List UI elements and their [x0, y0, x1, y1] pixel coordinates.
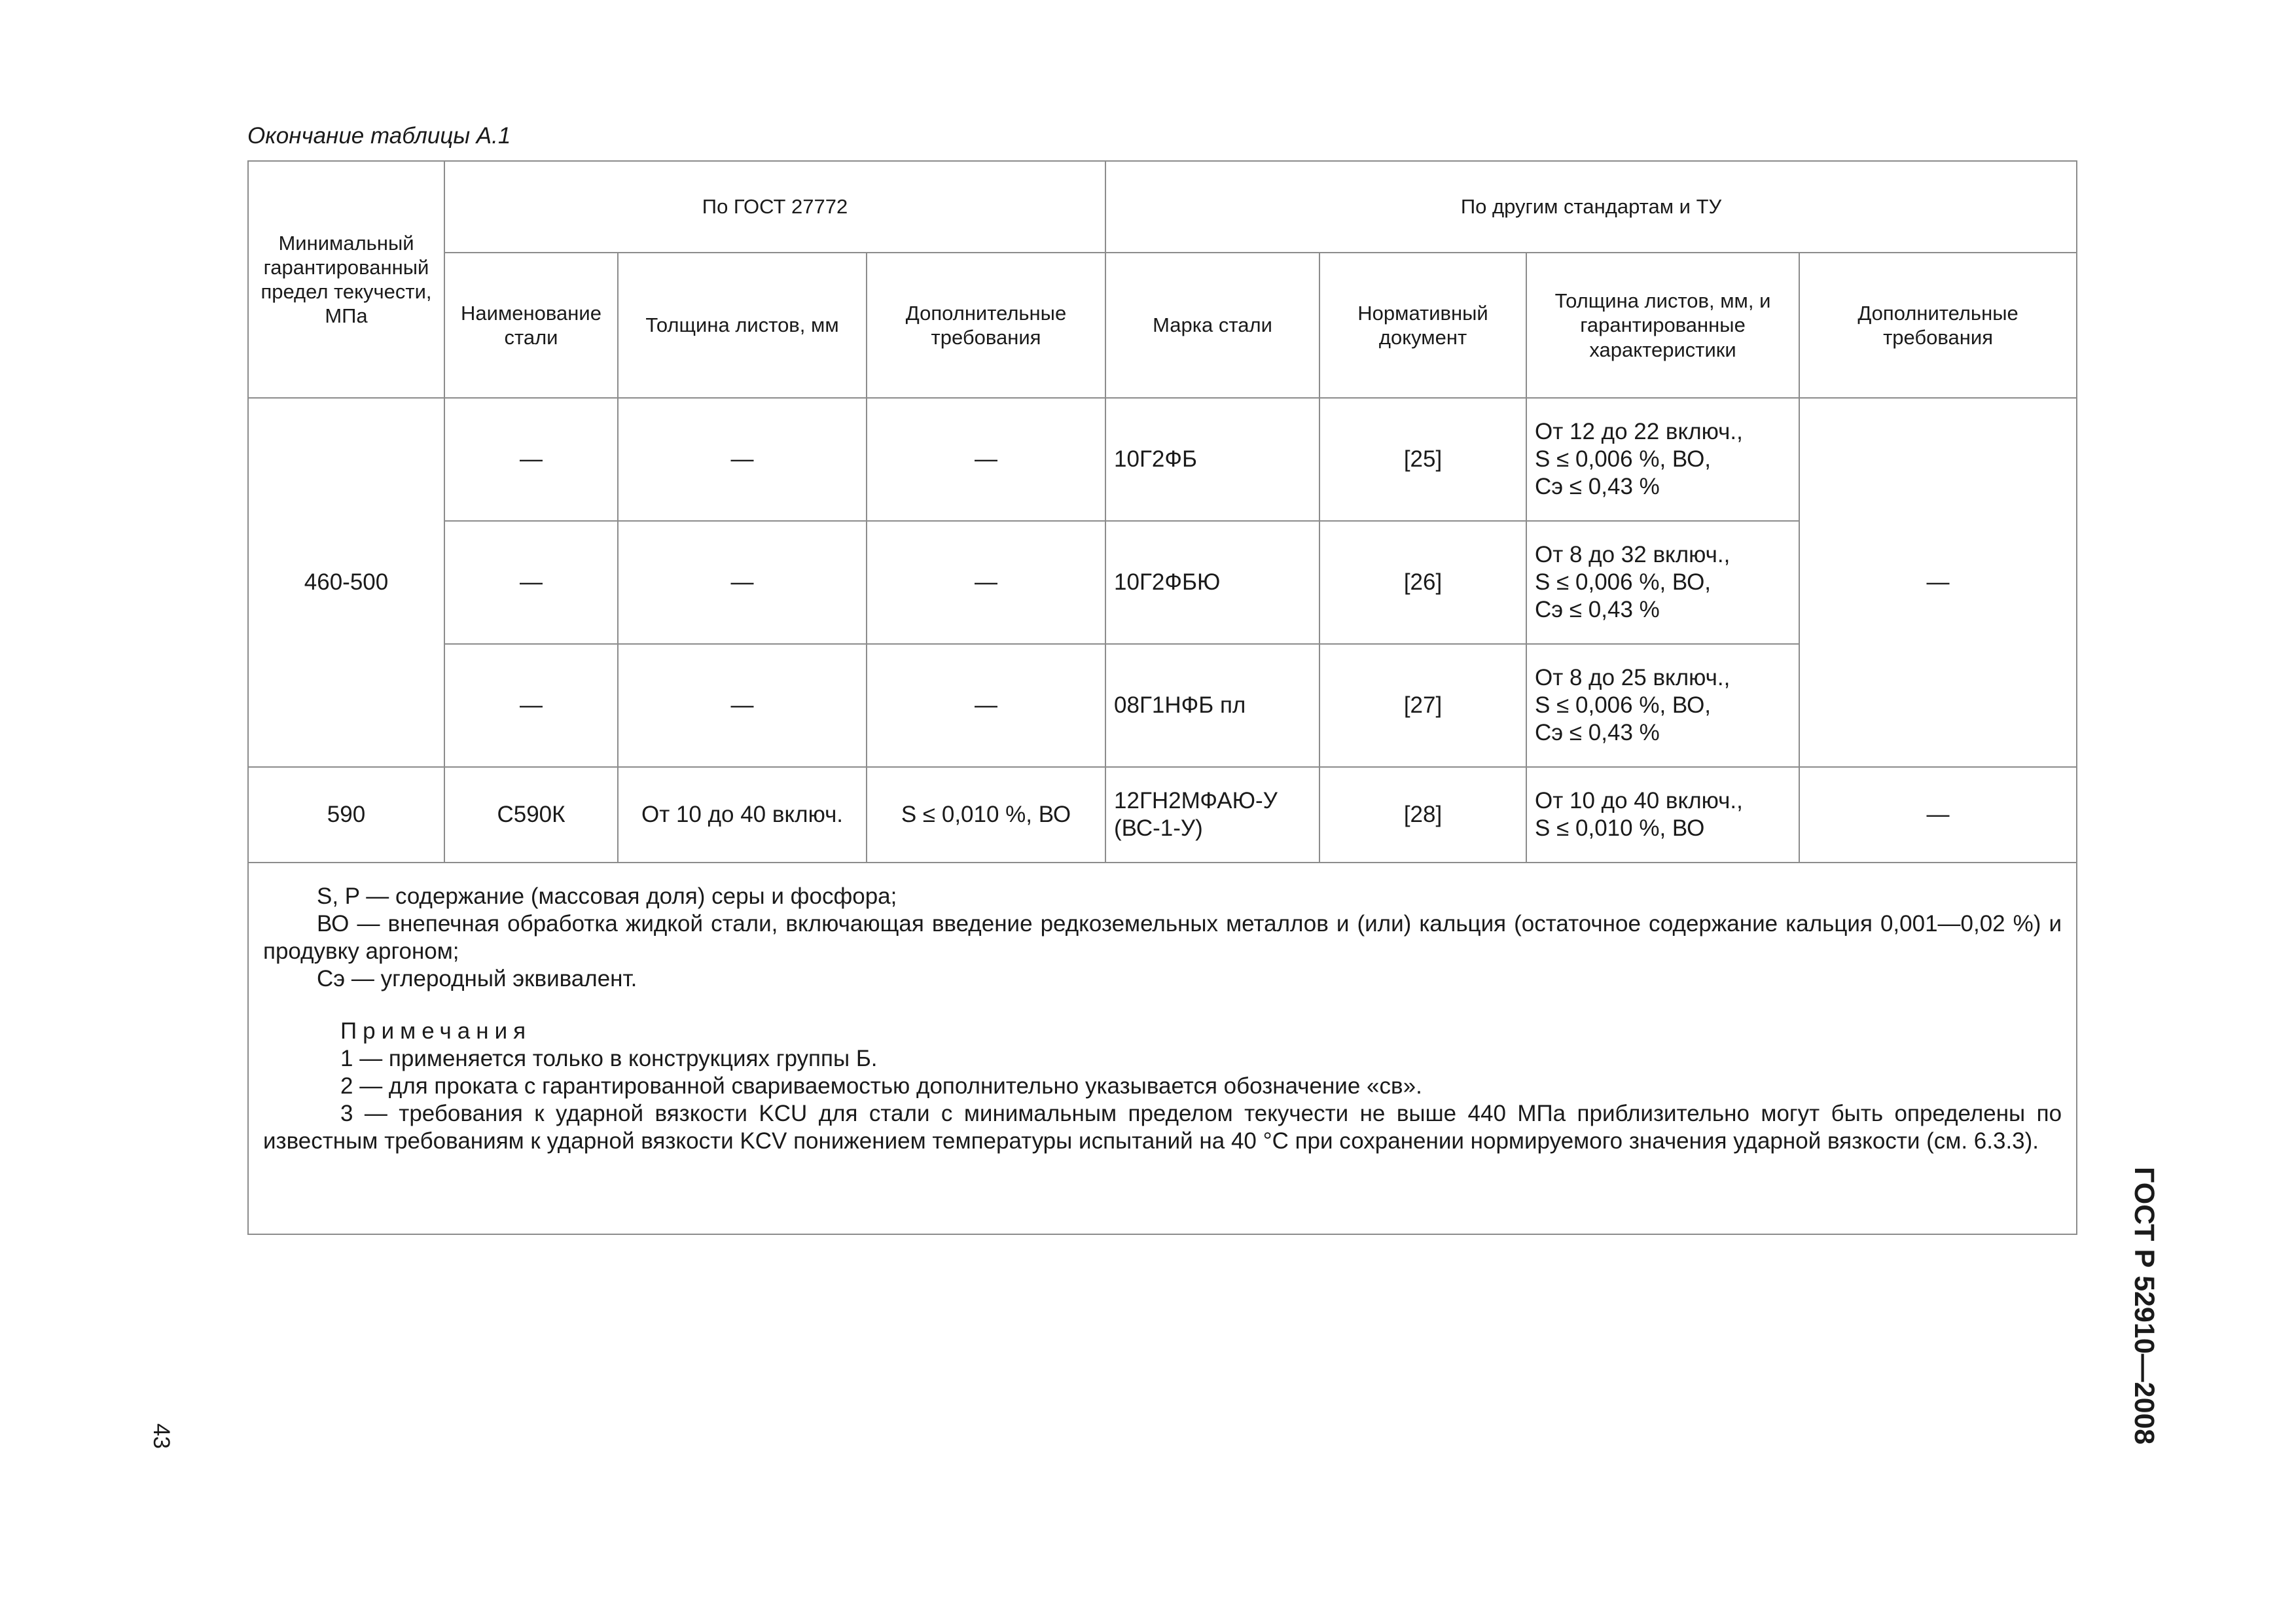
cell-req: — [867, 644, 1105, 767]
steel-table [247, 160, 2077, 1235]
header-additional-req: Дополнительные требования [867, 253, 1105, 398]
table-row [248, 767, 2077, 863]
header-thickness-char: Толщина листов, мм, и гарантированные характеристики [1526, 253, 1799, 398]
page-number: 43 [149, 1423, 174, 1449]
char-line: Cэ ≤ 0,43 % [1535, 720, 1660, 745]
header-additional-req-2: Дополнительные требования [1799, 253, 2077, 398]
cell-doc: [27] [1319, 644, 1526, 767]
cell-name: — [444, 644, 618, 767]
legend-line: Cэ — углеродный эквивалент. [317, 966, 637, 991]
cell-thickness: — [618, 644, 867, 767]
char-line: S ≤ 0,006 %, ВО, [1535, 569, 1712, 595]
cell-grade: 10Г2ФБЮ [1105, 521, 1319, 644]
cell-doc: [28] [1319, 767, 1526, 863]
cell-grade: 10Г2ФБ [1105, 398, 1319, 521]
cell-name: — [444, 398, 618, 521]
grade-line: (ВС-1-У) [1114, 815, 1203, 841]
cell-name: С590К [444, 767, 618, 863]
char-line: От 8 до 25 включ., [1535, 665, 1731, 690]
legend-line: ВО — внепечная обработка жидкой стали, включающая введение редкоземельных металлов и (или) кальция (остаточное содержание кальция 0,001—0,02 %) и продувку аргоном; [263, 911, 2062, 964]
char-line: S ≤ 0,006 %, ВО, [1535, 446, 1712, 472]
header-gost-group: По ГОСТ 27772 [444, 161, 1105, 253]
notes-cell [248, 863, 2077, 1234]
char-line: От 10 до 40 включ., [1535, 788, 1743, 813]
cell-req: — [867, 521, 1105, 644]
char-line: Cэ ≤ 0,43 % [1535, 597, 1660, 622]
cell-grade [1105, 767, 1319, 863]
notes-title: Примечания [340, 1018, 532, 1044]
legend-line: S, P — содержание (массовая доля) серы и фосфора; [317, 883, 897, 909]
cell-req: S ≤ 0,010 %, ВО [867, 767, 1105, 863]
char-line: S ≤ 0,006 %, ВО, [1535, 692, 1712, 718]
grade-line: 12ГН2МФАЮ-У [1114, 788, 1278, 813]
cell-thickness: — [618, 521, 867, 644]
header-thickness: Толщина листов, мм [618, 253, 867, 398]
cell-yield: 590 [248, 767, 444, 863]
header-min-yield: Минимальный гарантированный предел текучести, МПа [248, 161, 444, 398]
table-caption: Окончание таблицы А.1 [247, 123, 511, 149]
header-other-group: По другим стандартам и ТУ [1105, 161, 2077, 253]
cell-char [1526, 398, 1799, 521]
header-steel-grade: Марка стали [1105, 253, 1319, 398]
note-item: 2 — для проката с гарантированной свариваемостью дополнительно указывается обозначение «св». [340, 1073, 1422, 1099]
header-steel-name: Наименование стали [444, 253, 618, 398]
cell-char [1526, 767, 1799, 863]
cell-char [1526, 644, 1799, 767]
cell-req2: — [1799, 398, 2077, 767]
cell-grade: 08Г1НФБ пл [1105, 644, 1319, 767]
char-line: Cэ ≤ 0,43 % [1535, 474, 1660, 499]
cell-req2: — [1799, 767, 2077, 863]
cell-doc: [25] [1319, 398, 1526, 521]
cell-name: — [444, 521, 618, 644]
cell-yield: 460-500 [248, 398, 444, 767]
header-norm-doc: Нормативный документ [1319, 253, 1526, 398]
cell-char [1526, 521, 1799, 644]
char-line: S ≤ 0,010 %, ВО [1535, 815, 1705, 841]
note-item: 1 — применяется только в конструкциях группы Б. [340, 1046, 878, 1071]
cell-thickness: От 10 до 40 включ. [618, 767, 867, 863]
cell-thickness: — [618, 398, 867, 521]
document-code: ГОСТ Р 52910—2008 [2128, 1167, 2160, 1445]
note-item: 3 — требования к ударной вязкости KCU для стали с минимальным пределом текучести не выше 440 МПа приблизительно могут быть определены по известным требованиям к ударной вязкости KCV понижением температуры испытаний на 40 °С при сохранении нормируемого значения ударной вязкости (см. 6.3.3). [263, 1101, 2062, 1154]
char-line: От 8 до 32 включ., [1535, 542, 1731, 567]
cell-doc: [26] [1319, 521, 1526, 644]
char-line: От 12 до 22 включ., [1535, 419, 1743, 444]
table-row [248, 398, 2077, 521]
cell-req: — [867, 398, 1105, 521]
